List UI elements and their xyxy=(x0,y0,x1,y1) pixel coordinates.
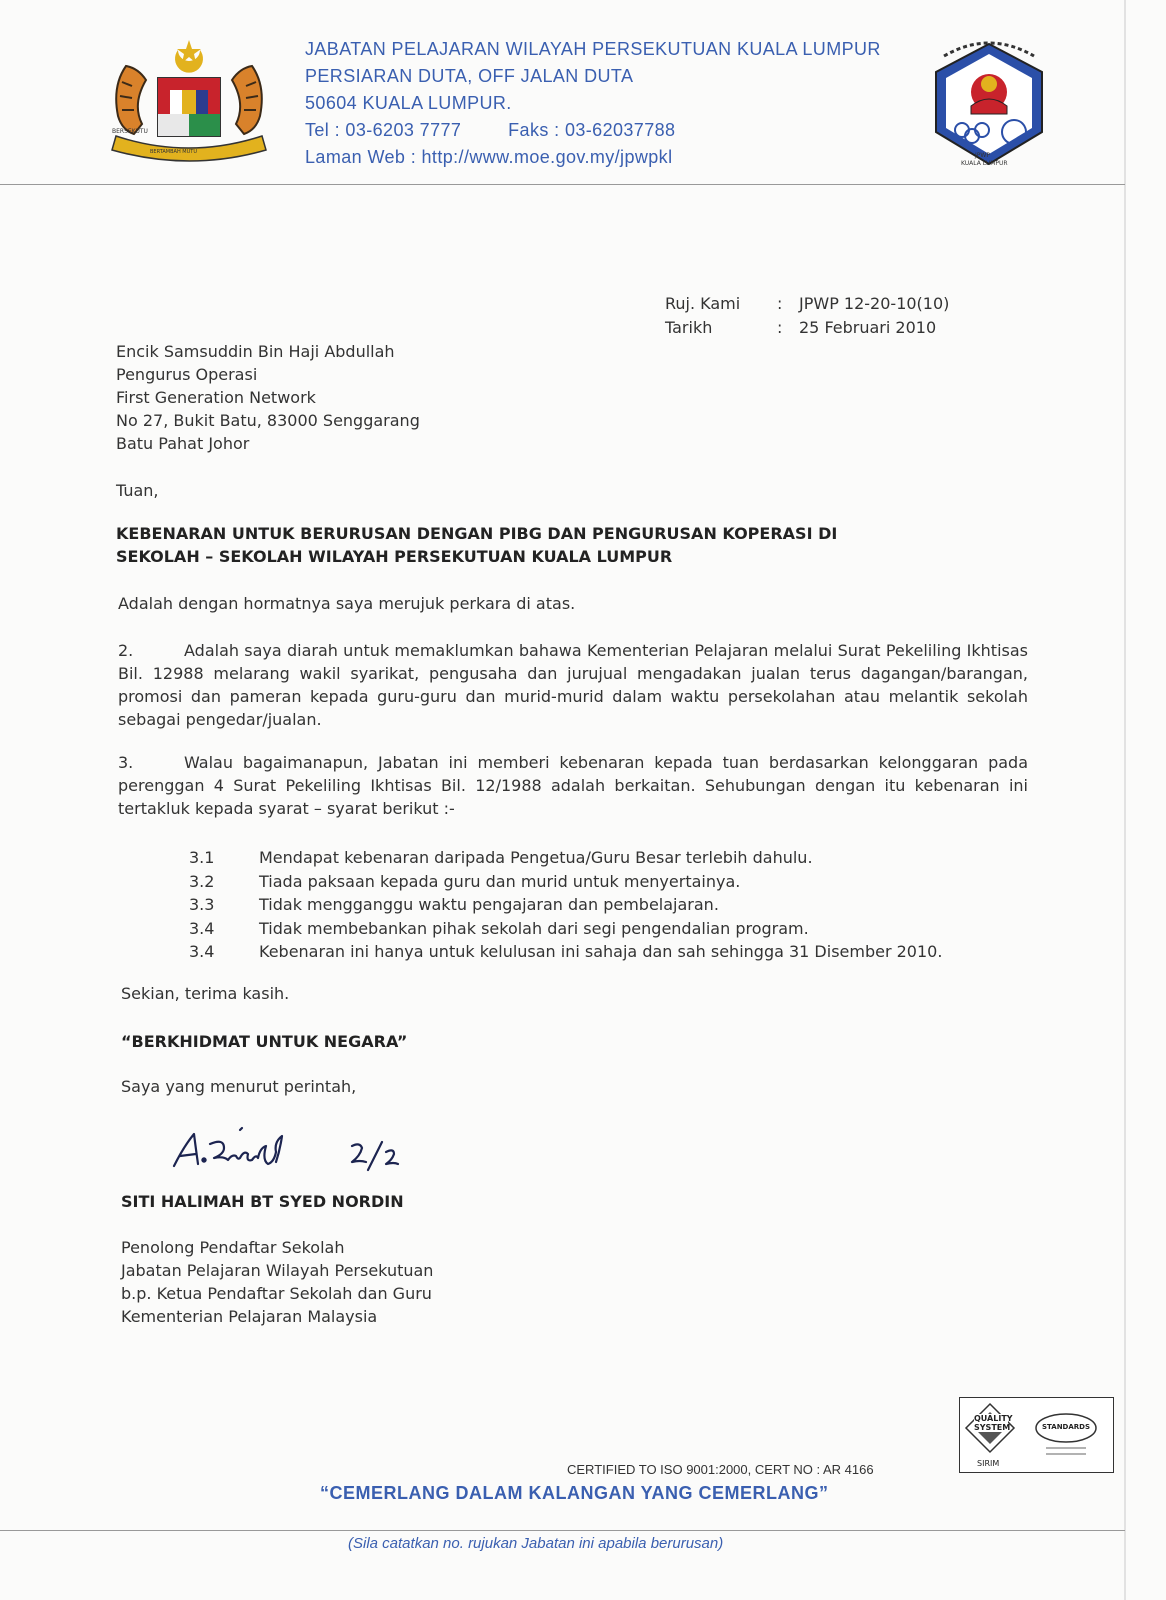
date-value: 25 Februari 2010 xyxy=(799,318,937,337)
condition-number: 3.2 xyxy=(189,871,215,891)
department-name: JABATAN PELAJARAN WILAYAH PERSEKUTUAN KUALA LUMPUR xyxy=(305,39,881,59)
salutation: Tuan, xyxy=(116,481,159,500)
footer-divider xyxy=(0,1530,1125,1531)
recipient-address-line-2: Batu Pahat Johor xyxy=(116,434,250,453)
condition-text: Mendapat kebenaran daripada Pengetua/Guru Besar terlebih dahulu. xyxy=(259,848,813,867)
quality-label-2: SYSTEM xyxy=(974,1423,1011,1432)
subject-line-1: KEBENARAN UNTUK BERURUSAN DENGAN PIBG DAN PENGURUSAN KOPERASI DI xyxy=(116,524,838,543)
address-line-2: 50604 KUALA LUMPUR. xyxy=(305,93,512,113)
reference-label: Ruj. Kami xyxy=(665,294,741,313)
subject-line-2: SEKOLAH – SEKOLAH WILAYAH PERSEKUTUAN KUALA LUMPUR xyxy=(116,547,673,566)
crest-motto-ribbon: BERTAMBAH MUTU xyxy=(150,149,197,155)
recipient-address-line-1: No 27, Bukit Batu, 83000 Senggarang xyxy=(116,411,420,430)
condition-text: Tidak mengganggu waktu pengajaran dan pembelajaran. xyxy=(259,895,719,914)
subject-heading xyxy=(116,522,837,568)
reference-row xyxy=(665,292,949,316)
crest-motto-left: BERSEKUTU xyxy=(112,128,148,135)
address-line-1: PERSIARAN DUTA, OFF JALAN DUTA xyxy=(305,66,634,86)
signatory-title-3: b.p. Ketua Pendaftar Sekolah dan Guru xyxy=(121,1284,432,1303)
standards-label: STANDARDS xyxy=(1042,1423,1091,1431)
sirim-label: SIRIM xyxy=(977,1459,1000,1468)
list-item xyxy=(189,870,942,894)
condition-text: Tiada paksaan kepada guru dan murid untuk menyertainya. xyxy=(259,871,741,891)
paragraph-3-text: Walau bagaimanapun, Jabatan ini memberi kebenaran kepada tuan berdasarkan kelonggaran pada perenggan 4 Surat Pekeliling Ikhtisas Bil. 12/1988 adalah berkaitan. Sehubungan dengan itu kebenaran ini tertakluk kepada syarat – syarat berikut :- xyxy=(118,753,1028,818)
recipient-position: Pengurus Operasi xyxy=(116,365,258,384)
handwritten-signature xyxy=(168,1122,438,1188)
quality-label-1: QUALITY xyxy=(974,1414,1013,1423)
paragraph-3 xyxy=(118,751,1028,820)
footer-slogan: “CEMERLANG DALAM KALANGAN YANG CEMERLANG” xyxy=(320,1483,829,1503)
list-item xyxy=(189,917,942,941)
condition-number: 3.4 xyxy=(189,942,215,961)
intro-paragraph: Adalah dengan hormatnya saya merujuk perkara di atas. xyxy=(118,594,576,613)
condition-number: 3.1 xyxy=(189,848,215,867)
list-item xyxy=(189,940,942,964)
signatory-name: SITI HALIMAH BT SYED NORDIN xyxy=(121,1192,404,1211)
phone-number: Tel : 03-6203 7777 xyxy=(305,120,462,140)
condition-text: Kebenaran ini hanya untuk kelulusan ini sahaja dan sah sehingga 31 Disember 2010. xyxy=(259,942,943,961)
page-edge xyxy=(1124,0,1126,1600)
paragraph-2-text: Adalah saya diarah untuk memaklumkan bahawa Kementerian Pelajaran melalui Surat Pekeliling Ikhtisas Bil. 12988 melarang wakil syarikat, pengusaha dan jurujual mengadakan jualan terus dagangan/barangan, promosi dan pameran kepada guru-guru dan murid-murid dalam waktu persekolahan atau melantik sekolah sebagai pengedar/jualan. xyxy=(118,641,1028,729)
contact-line xyxy=(305,117,881,144)
condition-text: Tidak membebankan pihak sekolah dari segi pengendalian program. xyxy=(259,918,809,938)
recipient-address xyxy=(116,340,420,455)
motto: “BERKHIDMAT UNTUK NEGARA” xyxy=(121,1032,408,1051)
letterhead-text xyxy=(305,36,881,171)
paragraph-2-number: 2. xyxy=(118,641,134,660)
condition-number: 3.3 xyxy=(189,895,215,914)
order-line: Saya yang menurut perintah, xyxy=(121,1077,357,1096)
header-divider xyxy=(0,184,1125,185)
paragraph-2 xyxy=(118,639,1028,731)
recipient-name: Encik Samsuddin Bin Haji Abdullah xyxy=(116,342,395,361)
signatory-title-2: Jabatan Pelajaran Wilayah Persekutuan xyxy=(121,1261,434,1280)
fax-number: Faks : 03-62037788 xyxy=(508,120,676,140)
date-colon: : xyxy=(777,318,783,337)
reference-colon: : xyxy=(777,294,783,313)
signatory-titles xyxy=(121,1213,433,1328)
footer-note: (Sila catatkan no. rujukan Jabatan ini apabila berurusan) xyxy=(348,1535,724,1552)
quality-certification-badge xyxy=(959,1397,1114,1473)
logo-caption-jpwp: JPWP xyxy=(975,152,990,159)
date-label: Tarikh xyxy=(665,318,713,337)
iso-certification: CERTIFIED TO ISO 9001:2000, CERT NO : AR 4166 xyxy=(567,1462,874,1477)
paragraph-3-number: 3. xyxy=(118,753,134,772)
signatory-title-4: Kementerian Pelajaran Malaysia xyxy=(121,1307,378,1326)
date-row xyxy=(665,316,949,340)
conditions-list xyxy=(189,846,942,964)
list-item xyxy=(189,893,942,917)
recipient-company: First Generation Network xyxy=(116,388,316,407)
list-item xyxy=(189,846,942,870)
condition-number: 3.4 xyxy=(189,918,215,938)
reference-number: JPWP 12-20-10(10) xyxy=(799,294,950,313)
signatory-title-1: Penolong Pendaftar Sekolah xyxy=(121,1238,345,1257)
logo-caption-kl: KUALA LUMPUR xyxy=(961,160,1008,167)
website-url: Laman Web : http://www.moe.gov.my/jpwpkl xyxy=(305,147,673,167)
reference-block xyxy=(665,292,949,340)
closing-line: Sekian, terima kasih. xyxy=(121,984,290,1003)
